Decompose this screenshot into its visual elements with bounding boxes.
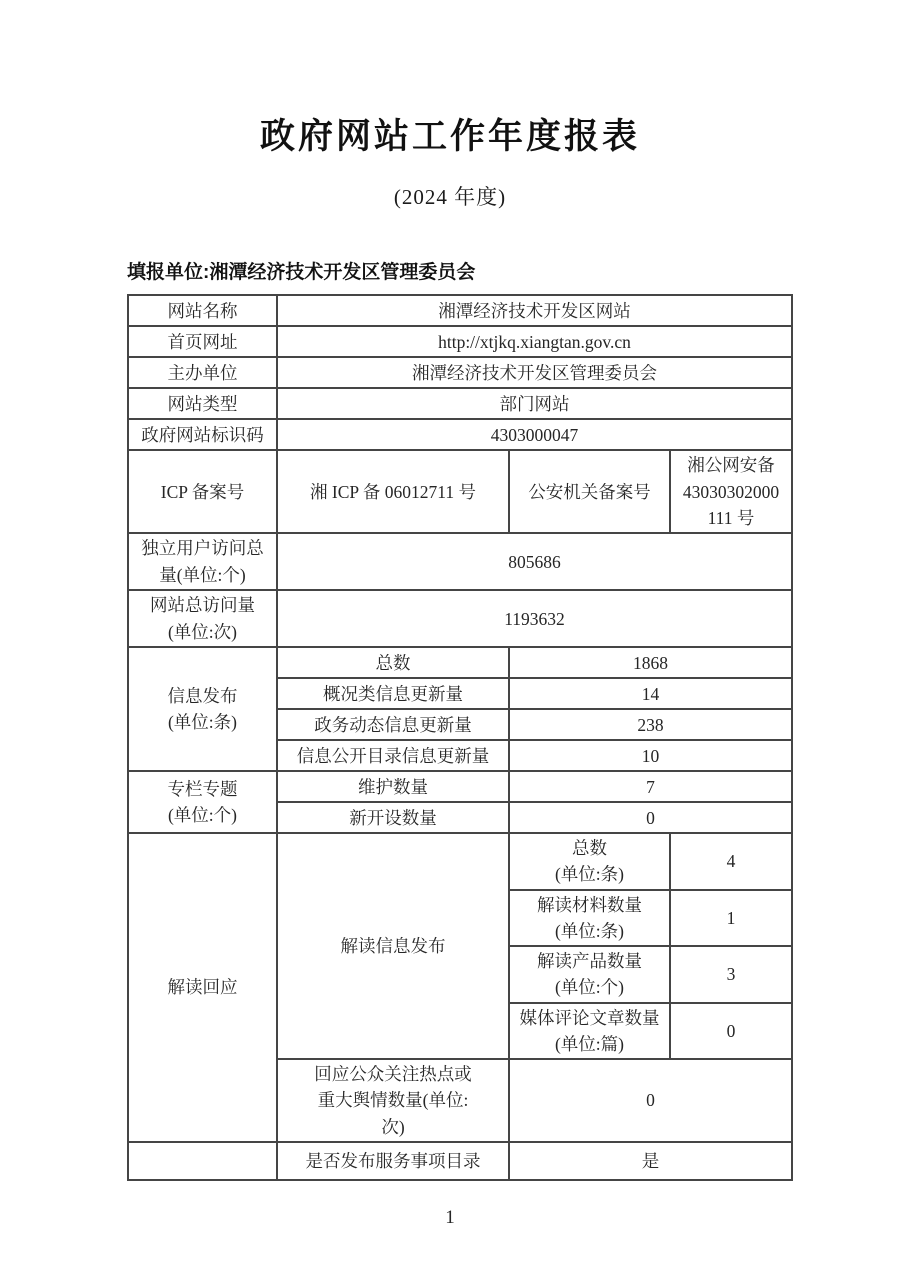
special-topics-group-label: 专栏专题 (单位:个) [128, 771, 277, 833]
table-row [128, 450, 792, 533]
interpretation-materials-label: 解读材料数量 (单位:条) [509, 890, 670, 947]
page-subtitle: (2024 年度) [393, 184, 507, 209]
page-number: 1 [445, 1206, 455, 1228]
annual-report-table [127, 294, 793, 1181]
site-type-value: 部门网站 [277, 388, 792, 419]
site-name-label: 网站名称 [128, 295, 277, 326]
overview-update-value: 14 [509, 678, 792, 709]
interpretation-group-label: 解读回应 [128, 833, 277, 1142]
total-visits-label: 网站总访问量 (单位:次) [128, 590, 277, 647]
total-visits-value: 1193632 [277, 590, 792, 647]
newly-opened-count-label: 新开设数量 [277, 802, 509, 833]
overview-update-label: 概况类信息更新量 [277, 678, 509, 709]
open-directory-update-value: 10 [509, 740, 792, 771]
home-url-value: http://xtjkq.xiangtan.gov.cn [277, 326, 792, 357]
icp-record-value: 湘 ICP 备 06012711 号 [277, 450, 509, 533]
organizer-label: 主办单位 [128, 357, 277, 388]
service-catalog-label: 是否发布服务事项目录 [277, 1142, 509, 1180]
hotspot-response-value: 0 [509, 1059, 792, 1142]
info-publish-total-label: 总数 [277, 647, 509, 678]
gov-news-update-value: 238 [509, 709, 792, 740]
table-row [128, 419, 792, 450]
home-url-label: 首页网址 [128, 326, 277, 357]
maintained-count-label: 维护数量 [277, 771, 509, 802]
open-directory-update-label: 信息公开目录信息更新量 [277, 740, 509, 771]
info-publish-group-label: 信息发布 (单位:条) [128, 647, 277, 771]
page-title: 政府网站工作年度报表 [259, 117, 640, 156]
interpretation-products-label: 解读产品数量 (单位:个) [509, 946, 670, 1003]
interpretation-materials-value: 1 [670, 890, 792, 947]
table-row [128, 388, 792, 419]
site-type-label: 网站类型 [128, 388, 277, 419]
table-row [128, 771, 792, 802]
site-code-label: 政府网站标识码 [128, 419, 277, 450]
unique-visitors-value: 805686 [277, 533, 792, 590]
table-row [128, 357, 792, 388]
service-catalog-value: 是 [509, 1142, 792, 1180]
newly-opened-count-value: 0 [509, 802, 792, 833]
table-row [128, 295, 792, 326]
table-row [128, 833, 792, 890]
maintained-count-value: 7 [509, 771, 792, 802]
table-row [128, 533, 792, 590]
table-row [128, 647, 792, 678]
table-row [128, 1142, 792, 1180]
media-commentary-value: 0 [670, 1003, 792, 1060]
table-row [128, 590, 792, 647]
empty-corner-cell [128, 1142, 277, 1180]
icp-record-label: ICP 备案号 [128, 450, 277, 533]
interpretation-total-value: 4 [670, 833, 792, 890]
unique-visitors-label: 独立用户访问总 量(单位:个) [128, 533, 277, 590]
site-code-value: 4303000047 [277, 419, 792, 450]
interpretation-products-value: 3 [670, 946, 792, 1003]
info-publish-total-value: 1868 [509, 647, 792, 678]
police-record-label: 公安机关备案号 [509, 450, 670, 533]
police-record-value: 湘公网安备 43030302000 111 号 [670, 450, 792, 533]
reporting-unit-line: 填报单位:湘潭经济技术开发区管理委员会 [127, 261, 476, 283]
interpretation-total-label: 总数 (单位:条) [509, 833, 670, 890]
table-row [128, 326, 792, 357]
gov-news-update-label: 政务动态信息更新量 [277, 709, 509, 740]
site-name-value: 湘潭经济技术开发区网站 [277, 295, 792, 326]
hotspot-response-label: 回应公众关注热点或 重大舆情数量(单位: 次) [277, 1059, 509, 1142]
interpretation-publish-label: 解读信息发布 [277, 833, 509, 1059]
organizer-value: 湘潭经济技术开发区管理委员会 [277, 357, 792, 388]
media-commentary-label: 媒体评论文章数量 (单位:篇) [509, 1003, 670, 1060]
